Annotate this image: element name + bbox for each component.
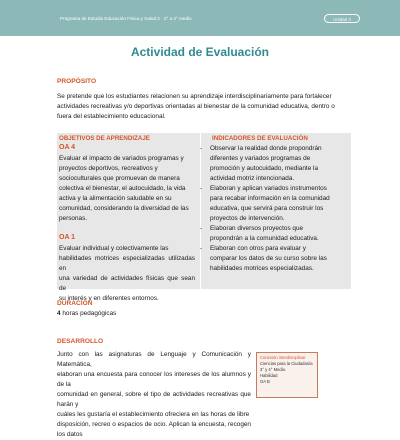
side-box-line: Ciencias para la Ciudadanía xyxy=(260,361,313,366)
indicator-line: Elaboran con otros para evaluar y xyxy=(210,245,306,252)
oa1-text xyxy=(59,244,195,304)
proposito-text xyxy=(57,92,351,122)
desarrollo-line: disposición, recreo o espacios de ocio. Aplican la encuesta, recogen los datos xyxy=(57,421,251,438)
indicator-line: promoción y autocuidado, mediante la xyxy=(210,165,318,172)
oa4-line: socioculturales que promuevan de manera xyxy=(59,175,180,182)
indicator-item xyxy=(200,224,348,244)
desarrollo-line: elaboran una encuesta para conocer los intereses de los alumnos y de la xyxy=(57,371,251,388)
program-title: Programa de Estudio Educación Física y Salud 2 · 3° a 4° medio xyxy=(60,16,192,21)
header-bar xyxy=(0,0,400,36)
indicators-column-header: INDICADORES DE EVALUACIÓN xyxy=(212,135,308,142)
indicator-line: habilidades motrices especializadas. xyxy=(210,265,314,272)
interdisciplinary-connection-box xyxy=(256,352,318,398)
proposito-line: actividades recreativas y/o deportivas orientadas al bienestar de la comunidad educativa, dentro o xyxy=(57,103,335,110)
indicator-line: educativa, que servirá para construir los xyxy=(210,205,324,212)
proposito-heading: PROPÓSITO xyxy=(57,78,97,85)
indicator-dash: - xyxy=(200,185,203,192)
indicator-item xyxy=(200,184,348,224)
indicator-line: diferentes y variados programas de xyxy=(210,155,311,162)
oa4-line: comunidad, considerando la diversidad de las xyxy=(59,205,189,212)
indicator-dash: - xyxy=(200,245,203,252)
proposito-line: fuera del establecimiento educacional. xyxy=(57,113,166,120)
oa1-label: OA 1 xyxy=(59,234,76,241)
oa4-text xyxy=(59,154,195,224)
duracion-heading: DURACIÓN xyxy=(57,300,93,307)
indicator-line: Elaboran y aplican variados instrumentos xyxy=(210,185,327,192)
side-box-title: Conexión interdisciplinar xyxy=(260,355,306,360)
oa4-line: Evaluar el impacto de variados programas y xyxy=(59,155,184,162)
desarrollo-text xyxy=(57,350,251,440)
indicator-item xyxy=(200,244,348,274)
indicator-line: para recabar información en la comunidad xyxy=(210,195,330,202)
oa1-line: Evaluar individual y colectivamente las xyxy=(59,245,169,252)
indicator-line: proyectos de intervención. xyxy=(210,215,285,222)
indicator-line: Elaboran diversos proyectos que xyxy=(210,225,304,232)
oa4-line: personas. xyxy=(59,215,88,222)
indicator-dash: - xyxy=(200,225,203,232)
indicator-line: Observar la realidad donde propondrán xyxy=(210,145,322,152)
oa4-line: activa y la alimentación saludable en su xyxy=(59,195,172,202)
indicator-line: actividad motriz intencionada. xyxy=(210,175,295,182)
side-box-line: Habilidad xyxy=(260,373,278,378)
desarrollo-heading: DESARROLLO xyxy=(57,338,104,345)
indicator-line: propondrán a la comunidad educativa. xyxy=(210,235,319,242)
objectives-column-header: OBJETIVOS DE APRENDIZAJE xyxy=(59,135,150,142)
oa1-line: una variedad de actividades físicas que sean de xyxy=(59,275,195,292)
desarrollo-line: cuáles les gustaría el establecimiento ofreciera en las horas de libre xyxy=(57,411,250,418)
oa4-line: proyectos deportivos, recreativos y xyxy=(59,165,158,172)
oa1-line: habilidades motrices especializadas utilizadas en xyxy=(59,255,195,272)
oa4-line: colectiva el bienestar, el autocuidado, la vida xyxy=(59,185,186,192)
indicator-dash: - xyxy=(200,145,203,152)
desarrollo-line: Junto con las asignaturas de Lenguaje y Comunicación y Matemática, xyxy=(57,351,251,368)
oa1-line: su interés y en diferentes entornos. xyxy=(59,295,159,302)
side-box-line: OA B xyxy=(260,379,270,384)
duracion-text xyxy=(57,310,116,317)
duracion-hours: 4 xyxy=(57,310,61,317)
indicator-line: comparar los datos de su curso sobre las xyxy=(210,255,327,262)
column-divider xyxy=(200,133,201,289)
indicator-item xyxy=(200,144,348,184)
duracion-rest: horas pedagógicas xyxy=(60,310,117,317)
page-title: Actividad de Evaluación xyxy=(130,45,270,59)
oa4-label: OA 4 xyxy=(59,144,76,151)
side-box-line: 3° y 4° Medio. xyxy=(260,367,287,372)
proposito-line: Se pretende que los estudiantes relacionen su aprendizaje interdisciplinariamente para fortalecer xyxy=(57,93,332,100)
desarrollo-line: comunidad en general, sobre el tipo de actividades recreativas que harán y xyxy=(57,391,251,408)
unit-badge: Unidad 3 xyxy=(324,14,360,23)
